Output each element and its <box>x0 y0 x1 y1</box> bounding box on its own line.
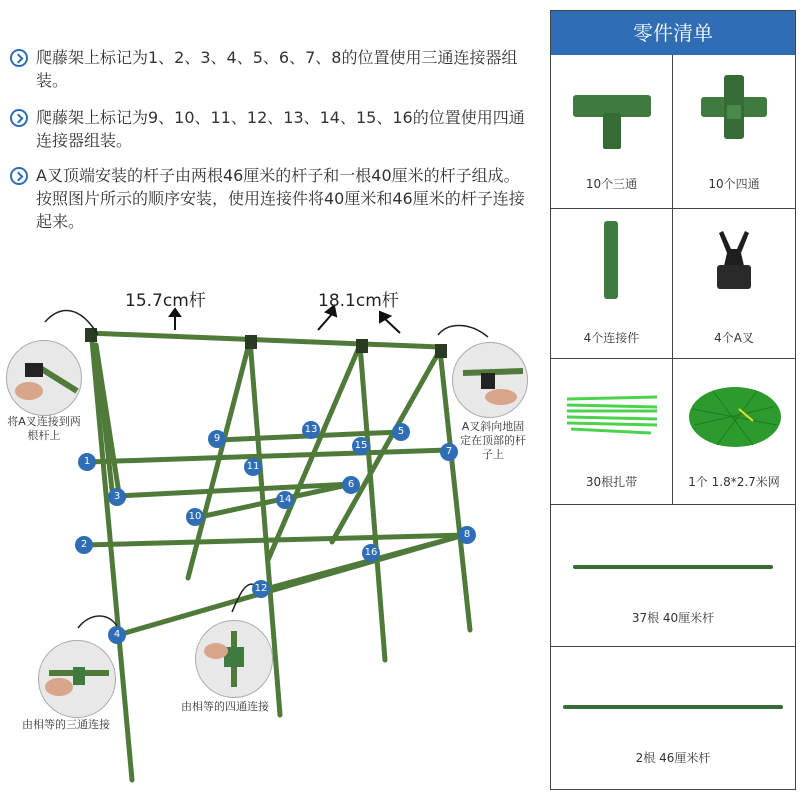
parts-title: 零件清单 <box>551 11 795 55</box>
callout-a-fork-diagonal: A叉斜向地固定在顶部的杆子上 <box>460 420 526 461</box>
instruction-item <box>10 106 526 152</box>
part-label: 2根 46厘米杆 <box>635 751 711 765</box>
net-icon <box>673 359 795 469</box>
a-fork-diagonal-icon <box>453 343 527 417</box>
tee-connection-photo <box>38 640 116 718</box>
marker-15: 15 <box>352 437 370 455</box>
part-cell-rod-40 <box>551 505 795 647</box>
marker-13: 13 <box>302 421 320 439</box>
a-fork-photo-icon <box>7 341 81 415</box>
part-label: 30根扎带 <box>585 475 638 489</box>
rod-40-icon <box>551 505 795 595</box>
marker-7: 7 <box>440 443 458 461</box>
callout-tee: 由相等的三通连接 <box>22 718 110 731</box>
cross-connection-photo <box>195 620 273 698</box>
callout-a-fork: 将A叉连接到两根杆上 <box>7 415 81 442</box>
instruction-item <box>10 46 526 92</box>
instruction-text: 爬藤架上标记为1、2、3、4、5、6、7、8的位置使用三通连接器组装。 <box>36 48 518 90</box>
a-fork-icon <box>673 209 795 319</box>
part-label: 10个四通 <box>708 177 760 191</box>
chevron-right-icon <box>10 49 28 67</box>
marker-12: 12 <box>252 580 270 598</box>
marker-8: 8 <box>458 526 476 544</box>
cable-ties-icon <box>551 359 673 469</box>
dimension-label-left: 15.7cm杆 <box>125 291 206 311</box>
rod-46-icon <box>551 647 795 737</box>
part-cell-cross <box>673 55 795 209</box>
marker-16: 16 <box>362 544 380 562</box>
marker-3: 3 <box>108 488 126 506</box>
marker-5: 5 <box>392 423 410 441</box>
part-cell-straight <box>551 209 673 359</box>
marker-6: 6 <box>342 476 360 494</box>
marker-4: 4 <box>108 626 126 644</box>
callout-cross: 由相等的四通连接 <box>181 700 269 713</box>
instruction-text: A叉顶端安装的杆子由两根46厘米的杆子和一根40厘米的杆子组成。按照图片所示的顺序安装，使用连接件将40厘米和46厘米的杆子连接起来。 <box>36 166 525 231</box>
chevron-right-icon <box>10 109 28 127</box>
instruction-item <box>10 164 526 233</box>
marker-2: 2 <box>75 536 93 554</box>
part-label: 10个三通 <box>585 177 638 191</box>
marker-14: 14 <box>276 491 294 509</box>
a-fork-connection-photo <box>6 340 82 416</box>
parts-list <box>550 10 796 790</box>
joint-icon <box>356 339 368 353</box>
chevron-right-icon <box>10 167 28 185</box>
marker-10: 10 <box>186 508 204 526</box>
instruction-text: 爬藤架上标记为9、10、11、12、13、14、15、16的位置使用四通连接器组装。 <box>36 108 525 150</box>
part-label: 1个 1.8*2.7米网 <box>688 475 780 489</box>
joint-icon <box>245 335 257 349</box>
part-label: 4个连接件 <box>583 331 640 345</box>
tee-connector-icon <box>551 55 673 165</box>
assembly-diagram <box>0 240 545 800</box>
dimension-label-right: 18.1cm杆 <box>318 291 399 311</box>
part-cell-tee <box>551 55 673 209</box>
straight-connector-icon <box>551 209 673 319</box>
part-label: 4个A叉 <box>714 331 754 345</box>
joint-icon <box>435 344 447 358</box>
marker-9: 9 <box>208 430 226 448</box>
part-cell-rod-46 <box>551 647 795 789</box>
cross-photo-icon <box>196 621 272 697</box>
part-label: 37根 40厘米杆 <box>631 611 715 625</box>
cross-connector-icon <box>673 55 795 165</box>
part-cell-net <box>673 359 795 505</box>
marker-1: 1 <box>78 453 96 471</box>
tee-photo-icon <box>39 641 115 717</box>
part-cell-a-fork <box>673 209 795 359</box>
marker-11: 11 <box>244 458 262 476</box>
part-cell-ties <box>551 359 673 505</box>
a-fork-diagonal-photo <box>452 342 528 418</box>
